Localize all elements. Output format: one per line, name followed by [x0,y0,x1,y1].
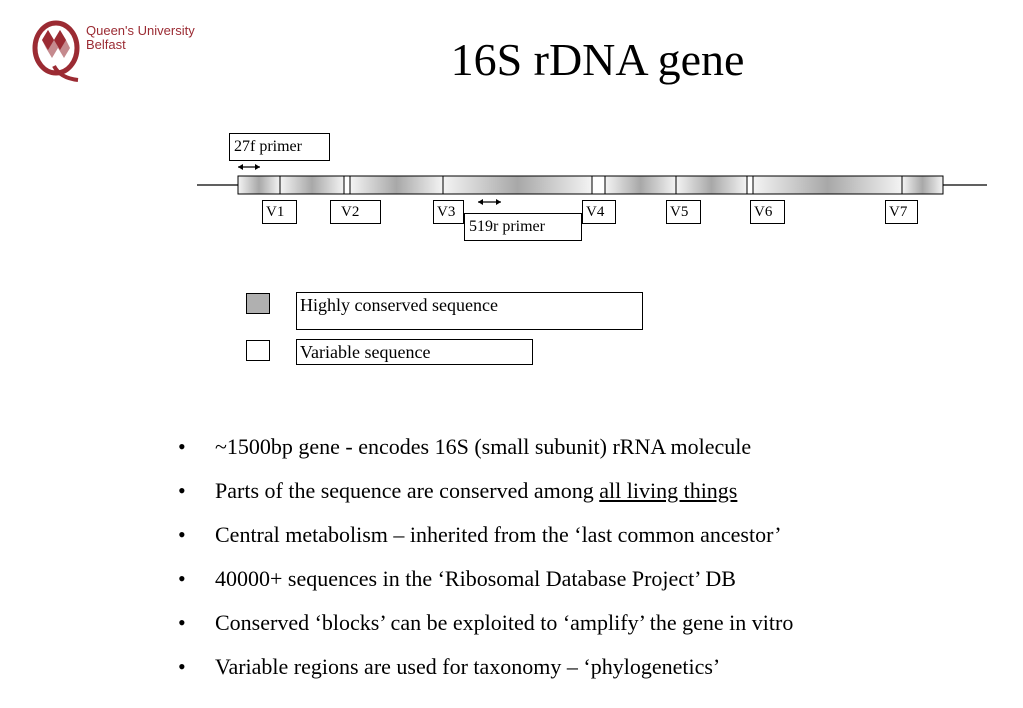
conserved-segment [902,176,943,194]
variable-region-v6: V6 [750,200,785,224]
conserved-legend-swatch [246,293,270,314]
conserved-segment [753,176,902,194]
conserved-segment [676,176,747,194]
logo-name-line1: Queen's University [86,23,195,38]
variable-legend-label: Variable sequence [296,339,533,365]
variable-region-v1: V1 [262,200,297,224]
variable-region-v3: V3 [433,200,464,224]
list-item: • Conserved ‘blocks’ can be exploited to ‘amplify’ the gene in vitro [178,606,793,650]
list-item: • Central metabolism – inherited from the ‘last common ancestor’ [178,518,793,562]
list-item: • 40000+ sequences in the ‘Ribosomal Database Project’ DB [178,562,793,606]
all-living-things-link[interactable]: all living things [599,478,738,503]
variable-region-v4: V4 [582,200,616,224]
logo-name-line2: Belfast [86,37,126,52]
variable-region-v7: V7 [885,200,918,224]
reverse-primer-label: 519r primer [464,213,582,241]
list-item: • Variable regions are used for taxonomy – ‘phylogenetics’ [178,650,793,694]
conserved-legend-label: Highly conserved sequence [296,292,643,330]
list-item: • Parts of the sequence are conserved among all living things [178,474,793,518]
list-item: • ~1500bp gene - encodes 16S (small subunit) rRNA molecule [178,430,793,474]
variable-legend-swatch [246,340,270,361]
conserved-segment [350,176,443,194]
conserved-segment [605,176,676,194]
conserved-segment [443,176,592,194]
forward-primer-label: 27f primer [229,133,330,161]
conserved-segment [238,176,280,194]
forward-primer-arrow-icon [238,164,260,170]
reverse-primer-arrow-icon [478,199,501,205]
variable-region-v5: V5 [666,200,701,224]
bullet-list [178,430,793,694]
variable-region-v2: V2 [330,200,381,224]
page-title: 16S rDNA gene [450,34,745,85]
conserved-segment [280,176,344,194]
